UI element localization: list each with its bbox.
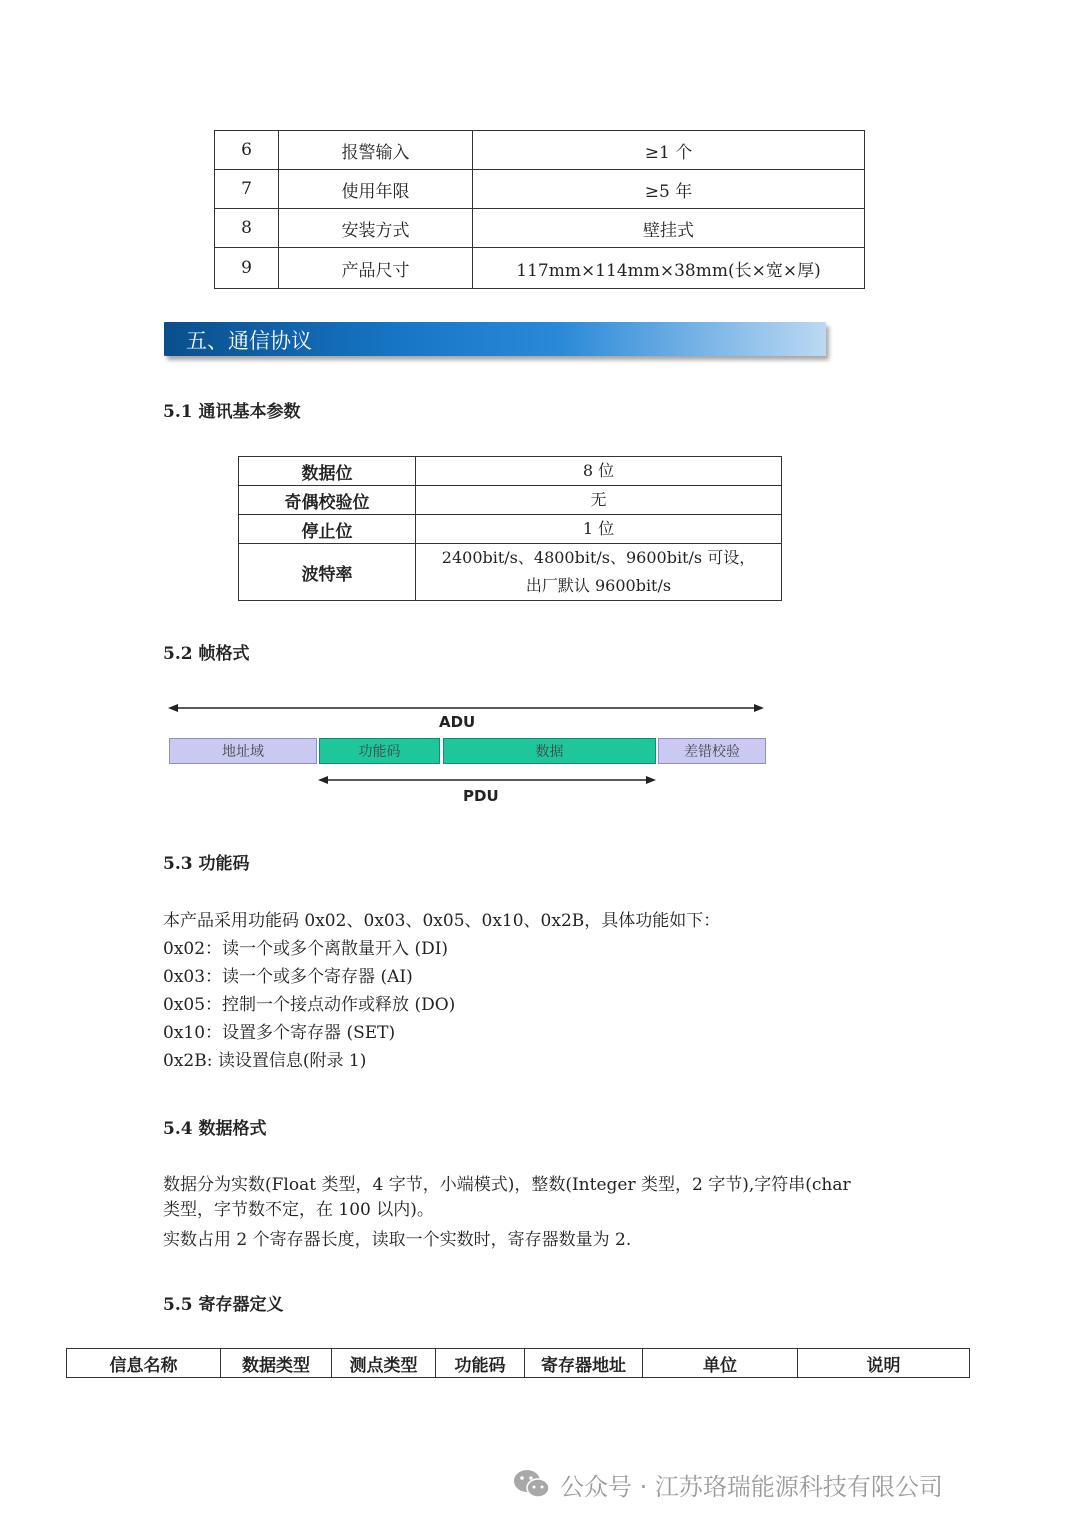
column-header: 数据类型: [221, 1349, 332, 1378]
footer-text: 公众号 · 江苏珞瑞能源科技有限公司: [560, 1472, 943, 1501]
param-key: 数据位: [239, 457, 416, 486]
section-title: 五、通信协议: [186, 329, 312, 353]
param-key: 停止位: [239, 515, 416, 544]
heading-5-5: 5.5 寄存器定义: [163, 1295, 284, 1315]
adu-arrow: [160, 695, 780, 715]
segment-address: 地址域: [169, 738, 317, 764]
segment-error-check: 差错校验: [658, 738, 766, 764]
pdu-arrow: [312, 772, 662, 788]
function-code-intro: 本产品采用功能码 0x02、0x03、0x05、0x10、0x2B，具体功能如下：: [163, 911, 721, 931]
column-header: 说明: [798, 1349, 970, 1378]
column-header: 功能码: [436, 1349, 525, 1378]
column-header: 信息名称: [67, 1349, 221, 1378]
row-number: 6: [215, 131, 279, 170]
heading-5-3: 5.3 功能码: [163, 854, 250, 874]
function-code-line: 0x05：控制一个接点动作或释放 (DO): [163, 995, 456, 1015]
table-row: [215, 131, 865, 170]
data-format-line: 类型，字节数不定，在 100 以内)。: [163, 1200, 434, 1220]
function-code-line: 0x02：读一个或多个离散量开入 (DI): [163, 939, 449, 959]
row-number: 8: [215, 209, 279, 248]
heading-5-4: 5.4 数据格式: [163, 1119, 267, 1139]
data-format-line: 实数占用 2 个寄存器长度，读取一个实数时，寄存器数量为 2.: [163, 1230, 632, 1250]
table-row: [215, 209, 865, 248]
function-code-line: 0x03：读一个或多个寄存器 (AI): [163, 967, 413, 987]
function-code-line: 0x2B: 读设置信息(附录 1): [163, 1051, 367, 1071]
column-header: 寄存器地址: [525, 1349, 643, 1378]
segment-data: 数据: [443, 738, 656, 764]
param-key: 波特率: [239, 544, 416, 601]
heading-5-2: 5.2 帧格式: [163, 644, 250, 664]
spec-table: [214, 130, 865, 289]
table-header-row: [67, 1349, 970, 1378]
param-value: 1 位: [416, 515, 782, 544]
heading-5-1: 5.1 通讯基本参数: [163, 402, 301, 422]
data-format-line: 数据分为实数(Float 类型，4 字节，小端模式)，整数(Integer 类型，2 字节),字符串(char: [163, 1175, 851, 1195]
table-row: [215, 248, 865, 289]
section-header: [164, 322, 826, 356]
table-row: [215, 170, 865, 209]
row-number: 9: [215, 248, 279, 289]
table-row: [239, 457, 782, 486]
row-name: 产品尺寸: [279, 248, 473, 289]
param-value: 8 位: [416, 457, 782, 486]
row-name: 报警输入: [279, 131, 473, 170]
row-number: 7: [215, 170, 279, 209]
pdu-label: PDU: [463, 787, 499, 805]
row-value: ≥5 年: [473, 170, 865, 209]
column-header: 测点类型: [332, 1349, 436, 1378]
adu-label: ADU: [439, 713, 476, 731]
register-table: [66, 1348, 970, 1378]
param-value: [416, 544, 782, 601]
row-name: 使用年限: [279, 170, 473, 209]
param-value-line: 2400bit/s、4800bit/s、9600bit/s 可设，: [441, 548, 756, 567]
row-value: 117mm×114mm×38mm(长×宽×厚): [473, 248, 865, 289]
table-row: [239, 515, 782, 544]
wechat-icon: [512, 1468, 552, 1500]
row-name: 安装方式: [279, 209, 473, 248]
segment-function-code: 功能码: [319, 738, 440, 764]
column-header: 单位: [643, 1349, 798, 1378]
function-code-line: 0x10：设置多个寄存器 (SET): [163, 1023, 396, 1043]
table-row: [239, 486, 782, 515]
row-value: 壁挂式: [473, 209, 865, 248]
table-row: [239, 544, 782, 601]
param-key: 奇偶校验位: [239, 486, 416, 515]
param-value: 无: [416, 486, 782, 515]
param-value-line: 出厂默认 9600bit/s: [525, 576, 672, 595]
footer-watermark: [512, 1464, 943, 1504]
comm-params-table: [238, 456, 782, 601]
row-value: ≥1 个: [473, 131, 865, 170]
